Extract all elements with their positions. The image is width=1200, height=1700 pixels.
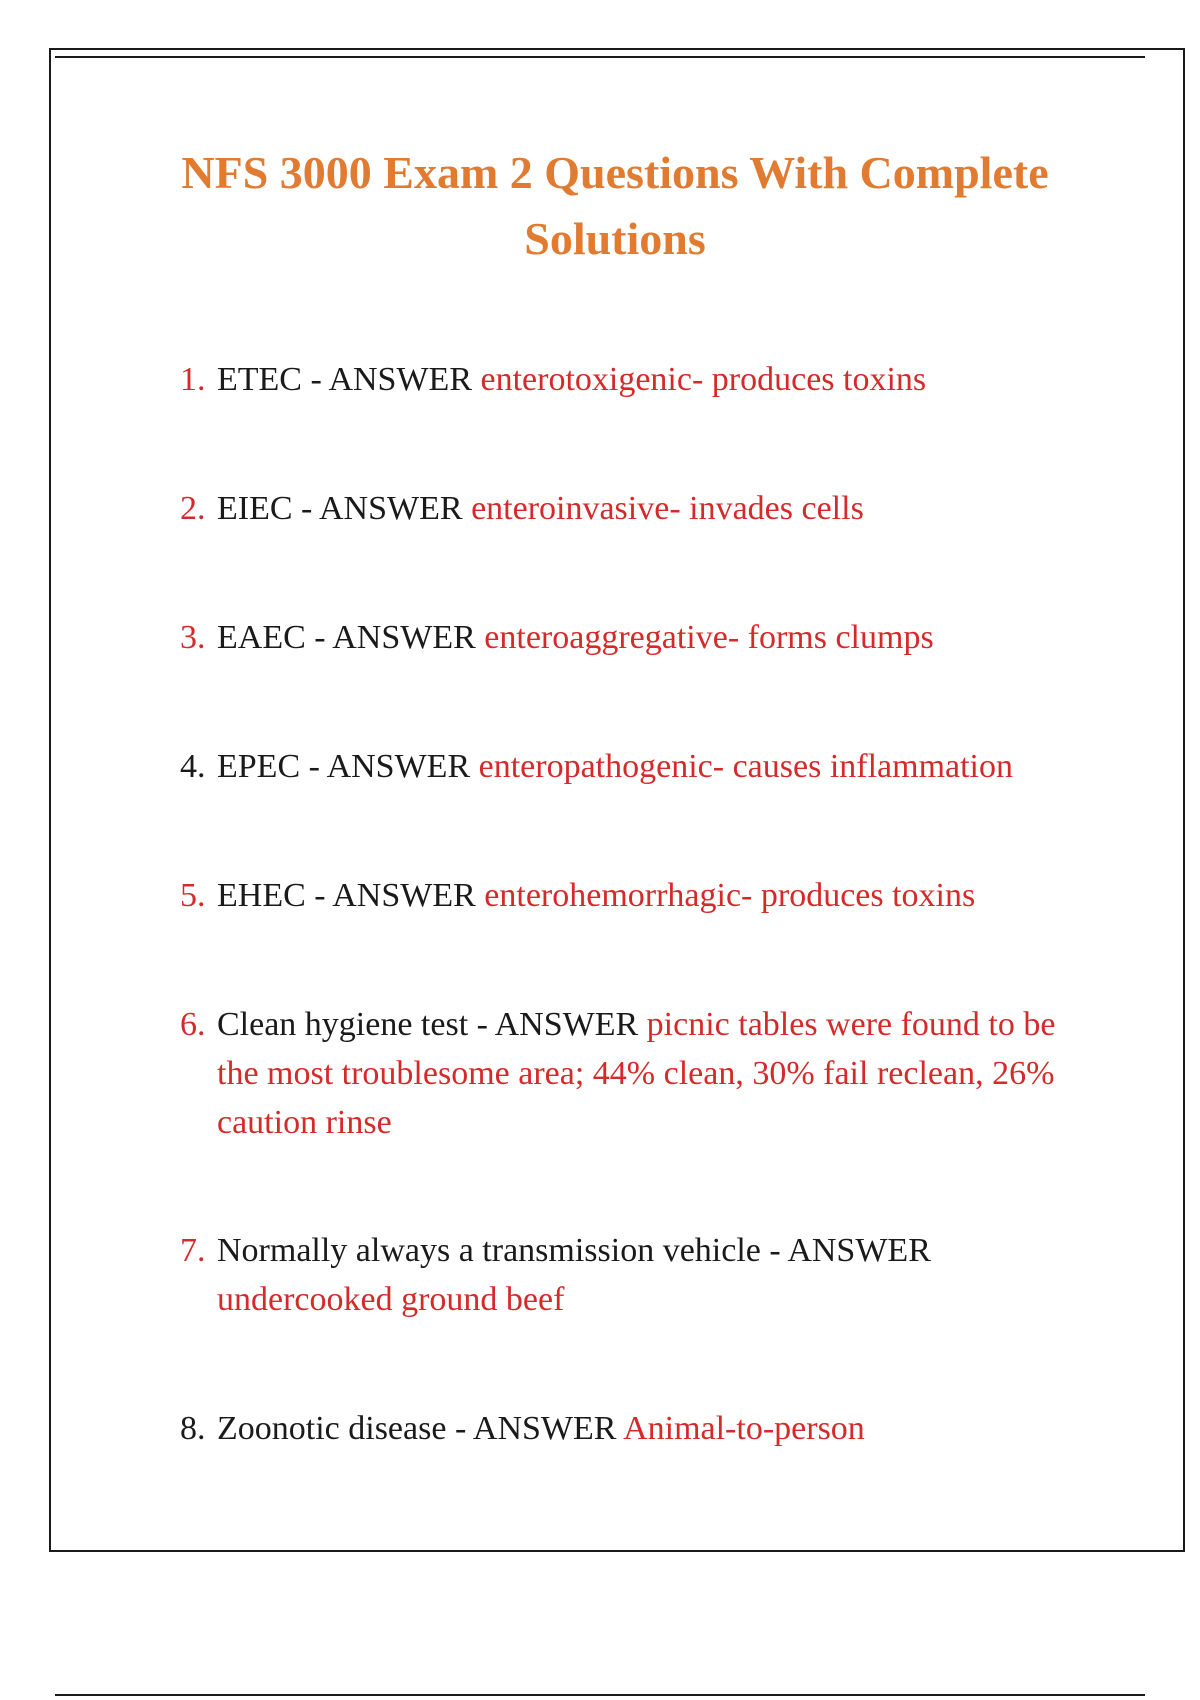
item-number: 5. <box>180 877 206 914</box>
answer-label: ANSWER <box>326 748 471 785</box>
question-text: EHEC <box>217 877 306 914</box>
item-number: 3. <box>180 619 206 656</box>
answer-text: enterotoxigenic- produces toxins <box>480 361 927 398</box>
question-text: EIEC <box>217 490 293 527</box>
answer-label: ANSWER <box>319 490 463 527</box>
answer-text: enterohemorrhagic- produces toxins <box>484 877 976 914</box>
qa-item-4: 4. EPEC - ANSWER enteropathogenic- causes inflammation <box>180 742 1100 791</box>
question-text: Zoonotic disease <box>217 1410 447 1447</box>
question-text: Normally always a transmission vehicle <box>217 1232 761 1269</box>
answer-text: enteropathogenic- causes inflammation <box>478 748 1013 785</box>
question-text: Clean hygiene test <box>217 1006 469 1043</box>
answer-text: enteroinvasive- invades cells <box>471 490 864 527</box>
answer-label: ANSWER <box>787 1232 931 1269</box>
bottom-rule <box>55 1694 1145 1696</box>
question-text: EPEC <box>217 748 301 785</box>
page-frame <box>49 48 1185 1552</box>
qa-item-5: 5. EHEC - ANSWER enterohemorrhagic- produces toxins <box>180 871 1100 920</box>
answer-text: picnic tables were found to be the most troublesome area; 44% clean, 30% fail reclean, 26% caution rinse <box>217 1006 1056 1141</box>
qa-item-3: 3. EAEC - ANSWER enteroaggregative- forms clumps <box>180 613 1100 662</box>
question-text: EAEC <box>217 619 306 656</box>
qa-item-7: 7. Normally always a transmission vehicle - ANSWER undercooked ground beef <box>180 1226 1100 1324</box>
top-rule <box>55 56 1145 58</box>
answer-text: undercooked ground beef <box>217 1281 565 1318</box>
question-text: ETEC <box>217 361 302 398</box>
document-title: NFS 3000 Exam 2 Questions With Complete Solutions <box>181 147 1049 264</box>
qa-item-6: 6. Clean hygiene test - ANSWER picnic tables were found to be the most troublesome area; 44% clean, 30% fail reclean, 26% caution rinse <box>180 1000 1100 1147</box>
answer-label: ANSWER <box>472 1410 617 1447</box>
answer-label: ANSWER <box>494 1006 639 1043</box>
qa-item-8: 8. Zoonotic disease - ANSWER Animal-to-person <box>180 1404 1100 1453</box>
item-number: 1. <box>180 361 206 398</box>
item-number: 4. <box>180 748 206 785</box>
answer-label: ANSWER <box>332 877 476 914</box>
qa-item-1: 1. ETEC - ANSWER enterotoxigenic- produces toxins <box>180 355 1100 404</box>
item-number: 2. <box>180 490 206 527</box>
answer-label: ANSWER <box>332 619 476 656</box>
answer-label: ANSWER <box>328 361 472 398</box>
item-number: 8. <box>180 1410 206 1447</box>
qa-item-2: 2. EIEC - ANSWER enteroinvasive- invades cells <box>180 484 1100 533</box>
item-number: 7. <box>180 1232 206 1269</box>
answer-text: enteroaggregative- forms clumps <box>484 619 934 656</box>
item-number: 6. <box>180 1006 206 1043</box>
answer-text: Animal-to-person <box>623 1410 865 1447</box>
